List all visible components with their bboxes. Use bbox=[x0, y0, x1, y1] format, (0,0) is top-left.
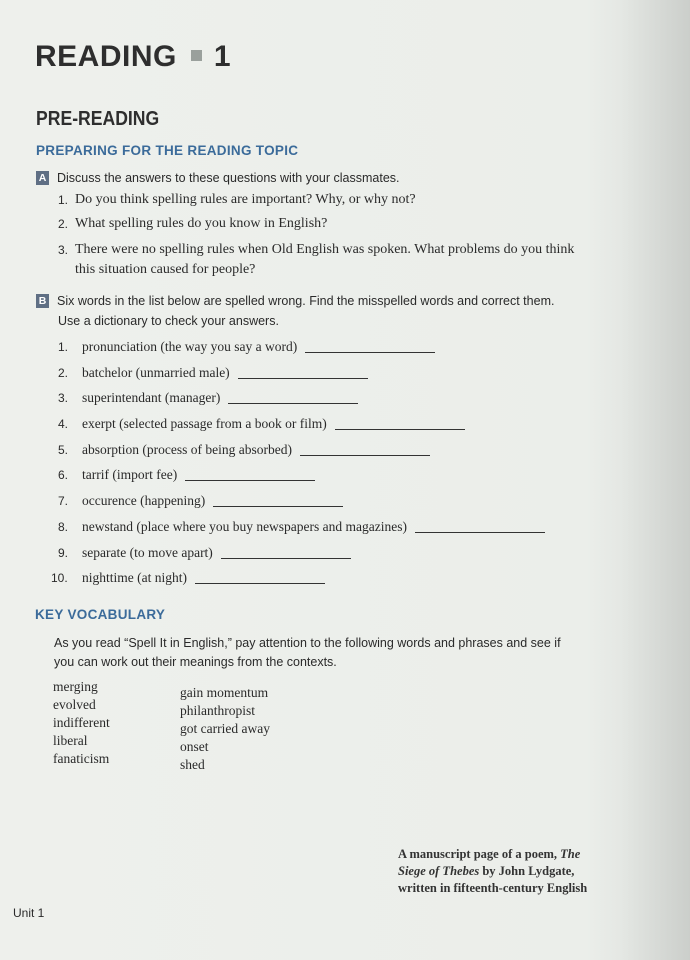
word-text: nighttime (at night) bbox=[82, 570, 187, 586]
question-list bbox=[58, 188, 580, 280]
question-number: 3. bbox=[58, 243, 69, 257]
vocabulary-word: shed bbox=[180, 757, 205, 772]
caption-title-part2: Siege of Thebes bbox=[398, 864, 480, 878]
vocabulary-word: onset bbox=[180, 739, 209, 754]
answer-blank[interactable] bbox=[185, 468, 315, 481]
section-a-text: Discuss the answers to these questions with your classmates. bbox=[57, 171, 400, 185]
title-number: 1 bbox=[213, 40, 232, 73]
word-item bbox=[51, 570, 545, 596]
word-list bbox=[51, 339, 545, 596]
answer-blank[interactable] bbox=[228, 391, 358, 404]
section-b-text-line1: Six words in the list below are spelled wrong. Find the misspelled words and correct them. bbox=[57, 294, 555, 308]
vocabulary-intro-line2: you can work out their meanings from the contexts. bbox=[54, 655, 337, 669]
answer-blank[interactable] bbox=[221, 546, 351, 559]
vocabulary-column-1 bbox=[53, 678, 110, 768]
word-text: occurence (happening) bbox=[82, 493, 206, 509]
word-text: separate (to move apart) bbox=[82, 544, 213, 560]
word-number: 8. bbox=[58, 519, 69, 534]
question-item bbox=[58, 188, 580, 212]
word-item bbox=[58, 467, 545, 493]
question-text: What spelling rules do you know in English? bbox=[75, 216, 328, 231]
word-item bbox=[58, 416, 545, 442]
vocabulary-intro-line1: As you read “Spell It in English,” pay attention to the following words and phrases and see if bbox=[54, 636, 561, 650]
word-text: pronunciation (the way you say a word) bbox=[82, 339, 298, 354]
page-title bbox=[35, 40, 231, 74]
page-footer: Unit 1 bbox=[13, 906, 45, 920]
word-number: 10. bbox=[51, 571, 68, 586]
vocabulary-word: fanaticism bbox=[53, 751, 110, 766]
answer-blank[interactable] bbox=[195, 571, 325, 584]
pre-reading-heading: PRE-READING bbox=[36, 108, 160, 130]
question-number: 1. bbox=[58, 193, 69, 207]
word-number: 5. bbox=[58, 442, 69, 457]
title-text: READING bbox=[35, 40, 177, 73]
caption-title-part1: The bbox=[560, 847, 581, 861]
word-text: superintendant (manager) bbox=[82, 390, 221, 406]
word-item bbox=[58, 519, 545, 545]
vocabulary-column-2 bbox=[180, 684, 270, 774]
question-text: Do you think spelling rules are important? Why, or why not? bbox=[75, 192, 416, 207]
word-number: 2. bbox=[58, 365, 69, 380]
word-item bbox=[58, 339, 545, 365]
vocabulary-word: merging bbox=[53, 679, 98, 694]
vocabulary-word: evolved bbox=[53, 697, 96, 712]
word-item bbox=[58, 390, 545, 416]
section-b-text-line2: Use a dictionary to check your answers. bbox=[58, 314, 279, 328]
question-item bbox=[58, 212, 580, 236]
word-item bbox=[58, 442, 545, 468]
vocabulary-word: indifferent bbox=[53, 715, 110, 730]
answer-blank[interactable] bbox=[305, 340, 435, 353]
vocabulary-word: philanthropist bbox=[180, 703, 255, 718]
word-number: 6. bbox=[58, 468, 69, 483]
word-number: 3. bbox=[58, 391, 69, 406]
vocabulary-word: liberal bbox=[53, 733, 88, 748]
word-item bbox=[58, 365, 545, 391]
word-number: 4. bbox=[58, 417, 69, 432]
question-number: 2. bbox=[58, 217, 69, 231]
question-text: There were no spelling rules when Old English was spoken. What problems do you think this situation caused for people? bbox=[75, 242, 575, 277]
answer-blank[interactable] bbox=[300, 443, 430, 456]
word-text: newstand (place where you buy newspapers and magazines) bbox=[82, 518, 408, 534]
image-caption bbox=[398, 846, 587, 897]
page-edge-shadow bbox=[620, 0, 690, 960]
word-item bbox=[58, 545, 545, 571]
caption-line3: written in fifteenth-century English bbox=[398, 881, 588, 895]
answer-blank[interactable] bbox=[335, 417, 465, 430]
section-a-instruction bbox=[36, 168, 400, 189]
section-b-badge: B bbox=[36, 294, 49, 308]
answer-blank[interactable] bbox=[238, 366, 368, 379]
caption-line1-prefix: A manuscript page of a poem, bbox=[398, 847, 561, 861]
square-bullet-icon bbox=[191, 50, 202, 61]
word-text: absorption (process of being absorbed) bbox=[82, 441, 292, 457]
preparing-heading: PREPARING FOR THE READING TOPIC bbox=[36, 143, 299, 158]
question-item bbox=[58, 240, 580, 280]
vocabulary-word: got carried away bbox=[180, 721, 270, 736]
vocabulary-word: gain momentum bbox=[180, 685, 269, 700]
word-text: batchelor (unmarried male) bbox=[82, 364, 230, 380]
answer-blank[interactable] bbox=[415, 520, 545, 533]
word-text: exerpt (selected passage from a book or film) bbox=[82, 416, 327, 432]
word-item bbox=[58, 493, 545, 519]
word-number: 1. bbox=[58, 340, 69, 354]
section-b-instruction bbox=[36, 291, 554, 331]
word-text: tarrif (import fee) bbox=[82, 467, 178, 483]
vocabulary-intro bbox=[54, 634, 561, 672]
answer-blank[interactable] bbox=[213, 494, 343, 507]
caption-line2-suffix: by John Lydgate, bbox=[479, 864, 575, 878]
word-number: 7. bbox=[58, 494, 69, 509]
word-number: 9. bbox=[58, 545, 69, 560]
key-vocabulary-heading: KEY VOCABULARY bbox=[35, 607, 166, 622]
section-a-badge: A bbox=[36, 171, 49, 185]
